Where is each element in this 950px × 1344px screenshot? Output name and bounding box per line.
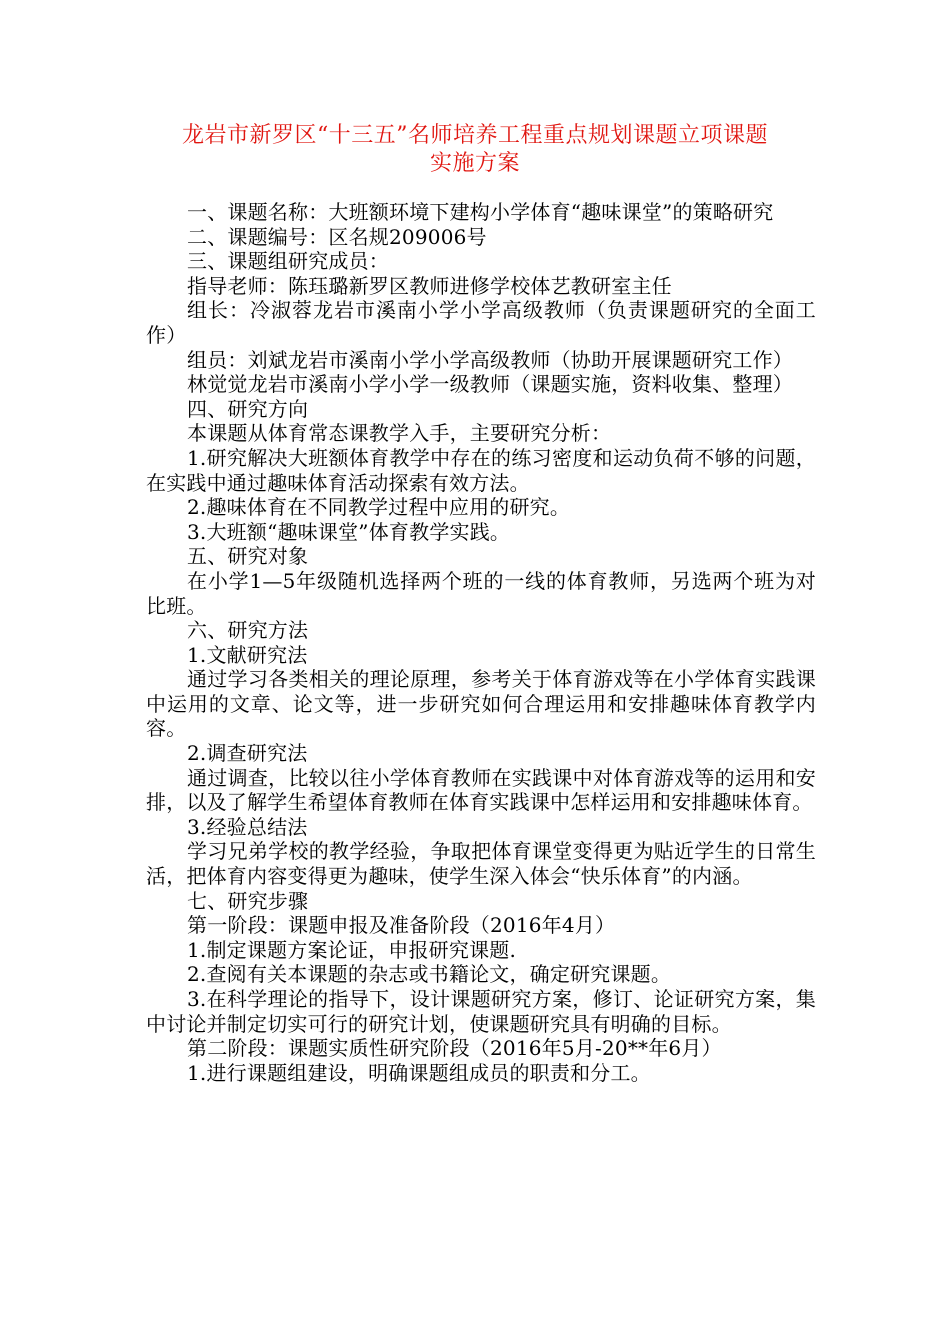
paragraph-stage-1-item-2: 2.查阅有关本课题的杂志或书籍论文，确定研究课题。 <box>187 962 672 987</box>
paragraph-method-3-text: 学习兄弟学校的教学经验，争取把体育课堂变得更为贴近学生的日常生活，把体育内容变得更为趣味，使学生深入体会“快乐体育”的内涵。 <box>146 839 816 889</box>
paragraph-advisor: 指导老师：陈珏璐新罗区教师进修学校体艺教研室主任 <box>187 273 672 298</box>
paragraph-direction-2: 2.趣味体育在不同教学过程中应用的研究。 <box>187 495 571 520</box>
paragraph-subject-heading: 五、研究对象 <box>187 544 309 569</box>
paragraph-method-2-text: 通过调查，比较以往小学体育教师在实践课中对体育游戏等的运用和安排，以及了解学生希望体育教师在体育实践课中怎样运用和安排趣味体育。 <box>146 765 816 815</box>
paragraph-members-heading: 三、课题组研究成员： <box>187 249 389 274</box>
document-title-line-2: 实施方案 <box>429 151 520 176</box>
paragraph-subject-text: 在小学1—5年级随机选择两个班的一线的体育教师，另选两个班为对比班。 <box>146 568 816 618</box>
paragraph-member-2: 林觉觉龙岩市溪南小学小学一级教师（课题实施，资料收集、整理） <box>187 372 793 397</box>
paragraph-method-1-title: 1.文献研究法 <box>187 642 308 667</box>
paragraph-stage-1-item-3: 3.在科学理论的指导下，设计课题研究方案，修订、论证研究方案，集中讨论并制定切实可行的研究计划，使课题研究具有明确的目标。 <box>146 987 816 1036</box>
paragraph-steps-heading: 七、研究步骤 <box>187 888 309 913</box>
paragraph-method-2-title: 2.调查研究法 <box>187 741 308 766</box>
paragraph-leader: 组长：冷淑蓉龙岩市溪南小学小学高级教师（负责课题研究的全面工作） <box>146 298 816 347</box>
paragraph-stage-2-item-1: 1.进行课题组建设，明确课题组成员的职责和分工。 <box>187 1060 651 1085</box>
paragraph-methods-heading: 六、研究方法 <box>187 618 309 643</box>
document-body <box>146 200 816 1085</box>
paragraph-method-3-title: 3.经验总结法 <box>187 814 308 839</box>
document-title-line-1: 龙岩市新罗区“十三五”名师培养工程重点规划课题立项课题 <box>182 123 768 148</box>
paragraph-method-1-text: 通过学习各类相关的理论原理，参考关于体育游戏等在小学体育实践课中运用的文章、论文等，进一步研究如何合理运用和安排趣味体育教学内容。 <box>146 667 816 741</box>
paragraph-direction-1: 1.研究解决大班额体育教学中存在的练习密度和运动负荷不够的问题，在实践中通过趣味体育活动探索有效方法。 <box>146 445 816 495</box>
paragraph-stage-2-title: 第二阶段：课题实质性研究阶段（2016年5月-20**年6月） <box>187 1036 722 1061</box>
paragraph-direction-heading: 四、研究方向 <box>187 396 309 421</box>
paragraph-stage-1-item-1: 1.制定课题方案论证，申报研究课题. <box>187 937 517 962</box>
paragraph-direction-intro: 本课题从体育常态课教学入手，主要研究分析： <box>187 421 612 446</box>
paragraph-topic-number: 二、课题编号：区名规209006号 <box>187 224 487 249</box>
paragraph-topic-name: 一、课题名称：大班额环境下建构小学体育“趣味课堂”的策略研究 <box>187 200 774 224</box>
paragraph-member-1: 组员：刘斌龙岩市溪南小学小学高级教师（协助开展课题研究工作） <box>187 347 793 372</box>
paragraph-direction-3: 3.大班额“趣味课堂”体育教学实践。 <box>187 519 511 544</box>
paragraph-stage-1-title: 第一阶段：课题申报及准备阶段（2016年4月） <box>187 913 616 938</box>
